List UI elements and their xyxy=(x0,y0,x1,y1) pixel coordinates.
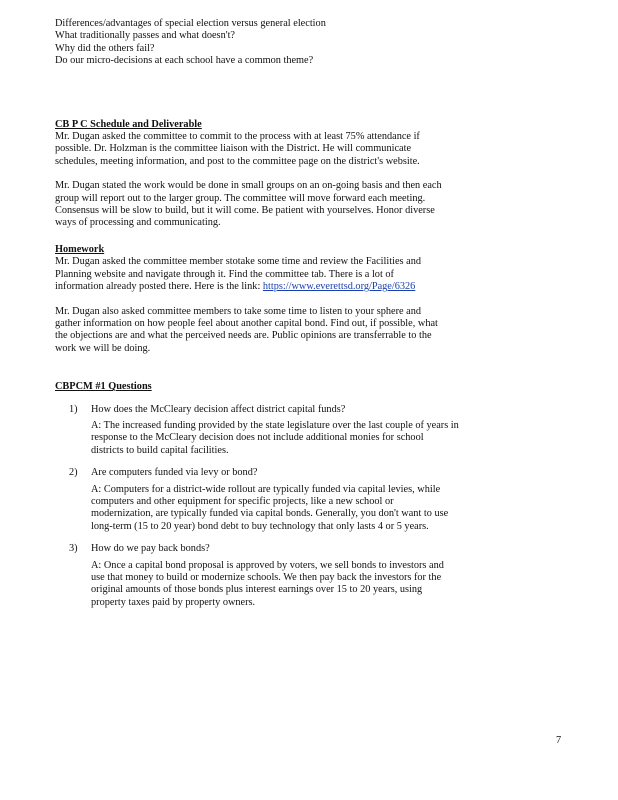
answer-line: A: The increased funding provided by the state legislature over the last couple of years in xyxy=(91,419,459,431)
paragraph-line: gather information on how people feel about another capital bond. Find out, if possible, what xyxy=(55,317,438,329)
paragraph-line: Mr. Dugan asked the committee to commit to the process with at least 75% attendance if xyxy=(55,131,420,143)
question-item xyxy=(69,404,545,416)
page-number: 7 xyxy=(556,735,562,746)
question-text: How does the McCleary decision affect district capital funds? xyxy=(91,403,346,415)
answer-line: A: Once a capital bond proposal is approved by voters, we sell bonds to investors and xyxy=(91,559,444,571)
intro-line: Why did the others fail? xyxy=(55,42,155,54)
homework-section xyxy=(55,244,545,355)
answer-line: computers and other equipment for specific projects, like a new school or xyxy=(91,495,394,507)
paragraph-line: Consensus will be slow to build, but it will come. Be patient with yourselves. Honor diverse xyxy=(55,205,435,217)
paragraph-line: group will report out to the larger group. The committee will move forward each meeting. xyxy=(55,192,426,204)
homework-heading: Homework xyxy=(55,243,105,255)
answer-block xyxy=(91,560,545,610)
question-item xyxy=(69,467,545,479)
question-item xyxy=(69,543,545,555)
intro-line: Differences/advantages of special election versus general election xyxy=(55,18,326,29)
question-text: How do we pay back bonds? xyxy=(91,543,210,555)
answer-line: original amounts of those bonds plus interest earnings over 15 to 20 years, using xyxy=(91,584,423,596)
questions-heading: CBPCM #1 Questions xyxy=(55,381,152,393)
answer-line: modernization, are typically funded via capital bonds. Generally, you don't want to use xyxy=(91,508,449,520)
intro-block xyxy=(55,18,545,68)
paragraph-line xyxy=(55,281,545,293)
question-text: Are computers funded via levy or bond? xyxy=(91,467,258,479)
answer-line: districts to build capital facilities. xyxy=(91,444,229,456)
answer-block xyxy=(91,484,545,534)
question-number: 2) xyxy=(69,467,78,479)
questions-section xyxy=(55,381,545,609)
answer-block xyxy=(91,420,545,457)
paragraph-line: Mr. Dugan also asked committee members to take some time to listen to your sphere and xyxy=(55,305,422,317)
answer-line: long-term (15 to 20 year) bond debt to buy technology that only lasts 4 or 5 years. xyxy=(91,520,429,532)
document-page xyxy=(55,18,545,619)
paragraph-text: information already posted there. Here is the link: xyxy=(55,281,263,293)
answer-line: response to the McCleary decision does not include additional monies for school xyxy=(91,432,424,444)
question-number: 3) xyxy=(69,543,78,555)
paragraph-line: the objections are and what the perceived needs are. Public opinions are transferrable to the xyxy=(55,330,432,342)
answer-line: property taxes paid by property owners. xyxy=(91,596,256,608)
answer-line: A: Computers for a district-wide rollout are typically funded via capital levies, while xyxy=(91,483,441,495)
question-number: 1) xyxy=(69,403,78,415)
answer-line: use that money to build or modernize schools. We then pay back the investors for the xyxy=(91,572,442,583)
schedule-heading: CB P C Schedule and Deliverable xyxy=(55,118,202,130)
schedule-section xyxy=(55,119,545,230)
paragraph-line: Mr. Dugan asked the committee member stotake some time and review the Facilities and xyxy=(55,256,422,268)
paragraph-line: work we will be doing. xyxy=(55,342,151,354)
paragraph-line: schedules, meeting information, and post to the committee page on the district's website. xyxy=(55,155,420,167)
intro-line: What traditionally passes and what doesn't? xyxy=(55,30,235,42)
paragraph-line: Planning website and navigate through it. Find the committee tab. There is a lot of xyxy=(55,268,394,280)
paragraph-line: ways of processing and communicating. xyxy=(55,217,221,229)
paragraph-line: Mr. Dugan stated the work would be done in small groups on an on-going basis and then each xyxy=(55,180,442,192)
intro-line: Do our micro-decisions at each school have a common theme? xyxy=(55,55,314,67)
facilities-page-link[interactable]: https://www.everettsd.org/Page/6326 xyxy=(262,281,416,293)
paragraph-line: possible. Dr. Holzman is the committee liaison with the District. He will communicate xyxy=(55,143,412,155)
